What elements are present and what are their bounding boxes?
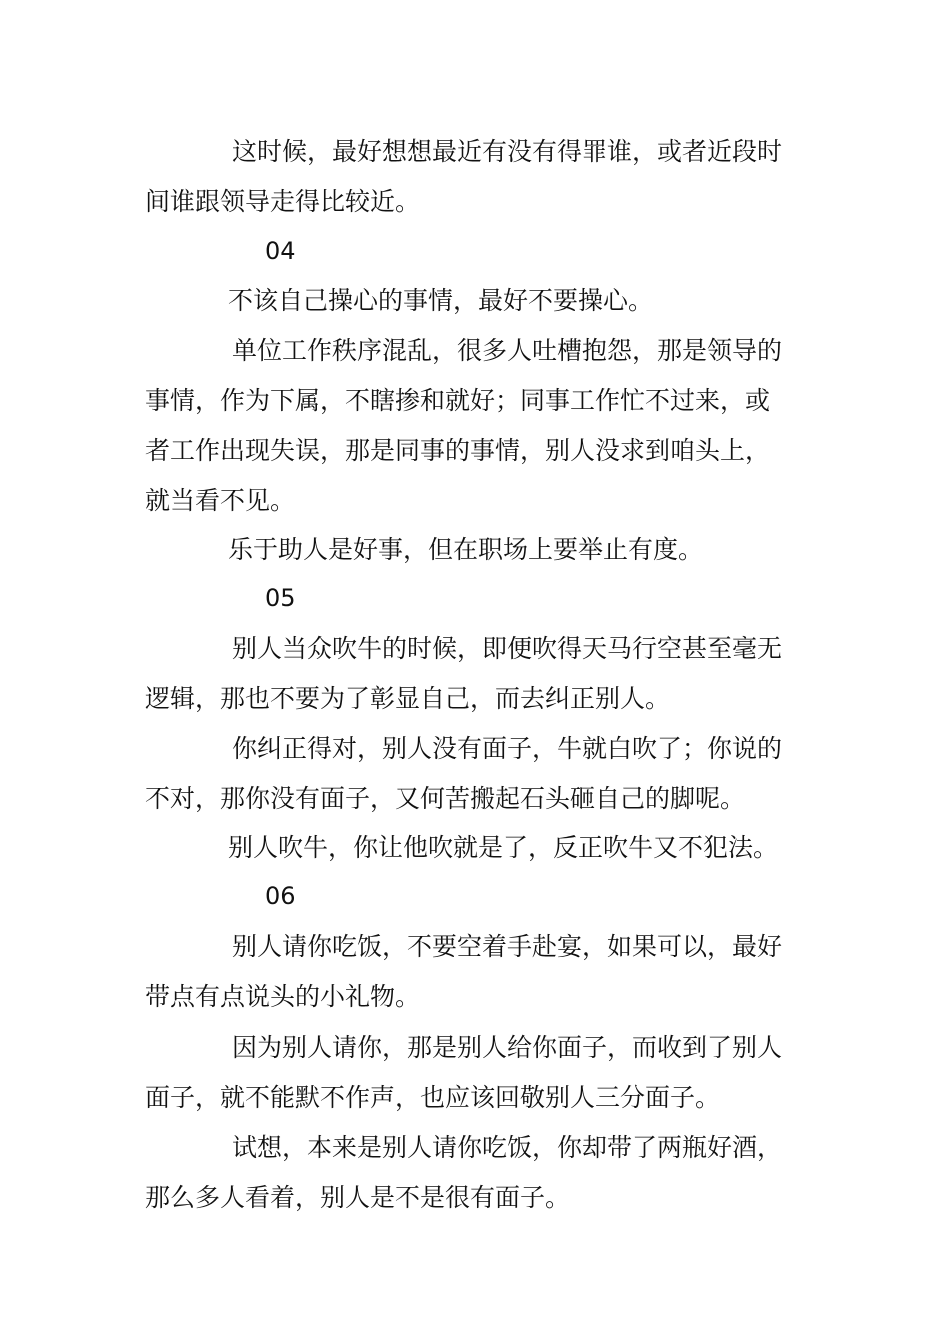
text-line: 面子，就不能默不作声，也应该回敬别人三分面子。 bbox=[145, 1083, 721, 1112]
text-line: 不对，那你没有面子，又何苦搬起石头砸自己的脚呢。 bbox=[145, 784, 746, 813]
text-line: 者工作出现失误，那是同事的事情，别人没求到咱头上， bbox=[145, 436, 771, 465]
text-line: 你纠正得对，别人没有面子，牛就白吹了；你说的 bbox=[232, 734, 783, 763]
text-line: 这时候，最好想想最近有没有得罪谁，或者近段时 bbox=[232, 137, 783, 166]
text-line: 不该自己操心的事情，最好不要操心。 bbox=[228, 286, 654, 315]
text-line: 那么多人看着，别人是不是很有面子。 bbox=[145, 1183, 571, 1212]
text-line: 乐于助人是好事，但在职场上要举止有度。 bbox=[228, 535, 704, 564]
text-line: 因为别人请你，那是别人给你面子，而收到了别人 bbox=[232, 1033, 783, 1062]
text-line: 就当看不见。 bbox=[145, 486, 296, 515]
text-line: 带点有点说头的小礼物。 bbox=[145, 982, 421, 1011]
text-line: 别人当众吹牛的时候，即便吹得天马行空甚至毫无 bbox=[232, 634, 783, 663]
section-number: 05 bbox=[265, 584, 296, 612]
text-line: 单位工作秩序混乱，很多人吐槽抱怨，那是领导的 bbox=[232, 336, 783, 365]
text-line: 别人请你吃饭，不要空着手赴宴，如果可以，最好 bbox=[232, 932, 783, 961]
text-line: 逻辑，那也不要为了彰显自己，而去纠正别人。 bbox=[145, 684, 671, 713]
text-line: 间谁跟领导走得比较近。 bbox=[145, 187, 421, 216]
section-number: 04 bbox=[265, 237, 296, 265]
text-line: 试想，本来是别人请你吃饭，你却带了两瓶好酒， bbox=[232, 1133, 783, 1162]
text-line: 别人吹牛，你让他吹就是了，反正吹牛又不犯法。 bbox=[228, 833, 779, 862]
section-number: 06 bbox=[265, 882, 296, 910]
text-line: 事情，作为下属，不瞎掺和就好；同事工作忙不过来，或 bbox=[145, 386, 771, 415]
